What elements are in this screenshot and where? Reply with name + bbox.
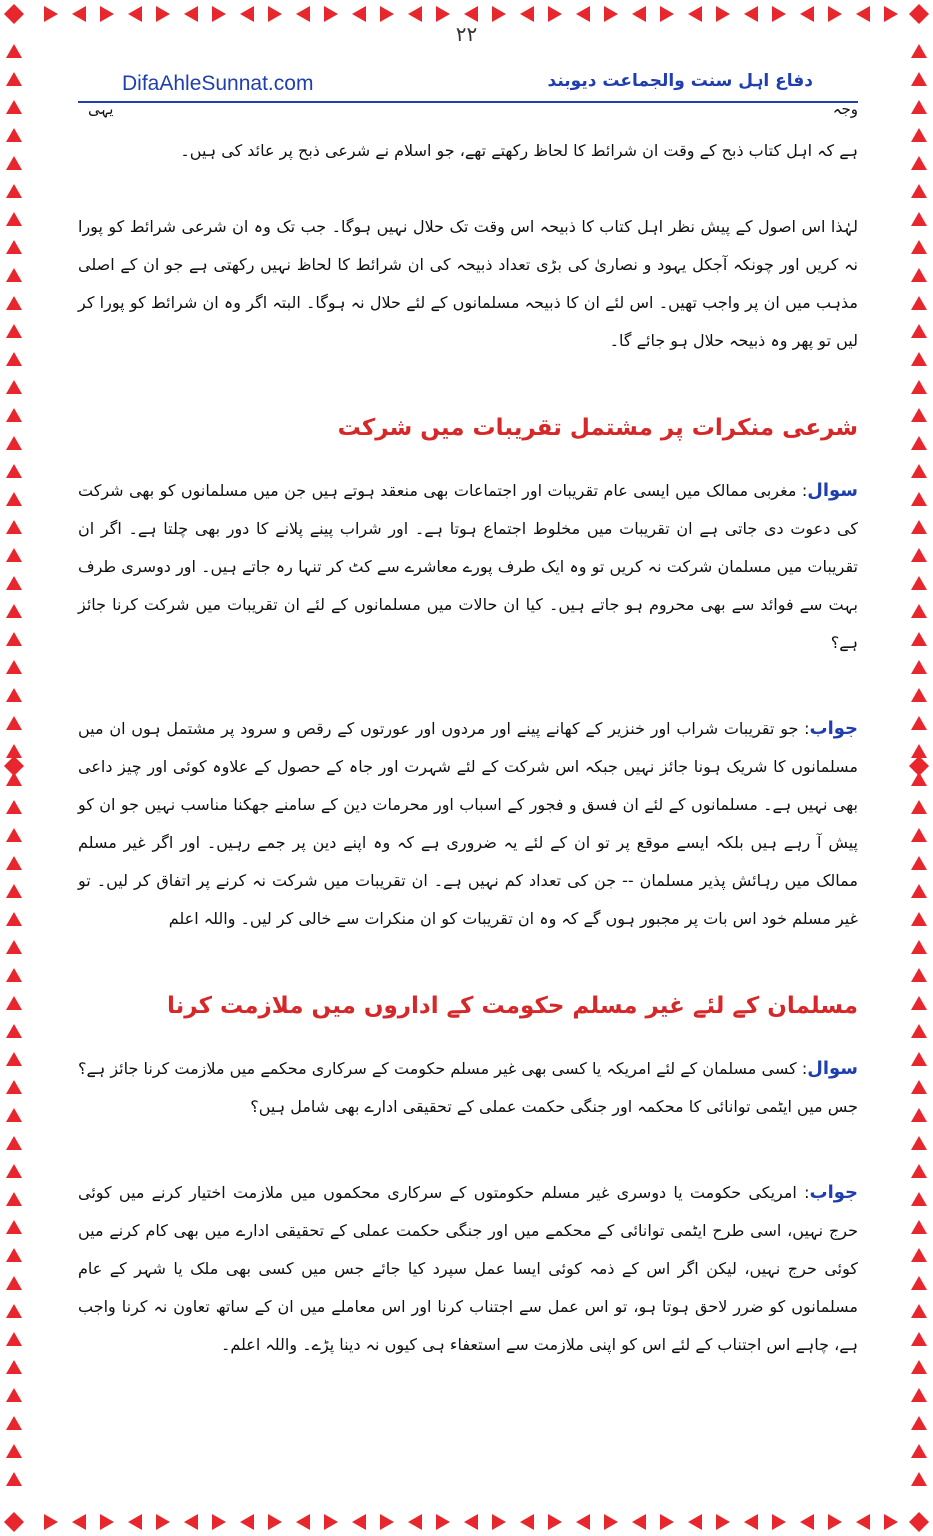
border-triangle-left xyxy=(6,1108,22,1122)
border-triangle-top xyxy=(324,6,338,22)
border-triangle-bottom xyxy=(688,1514,702,1530)
border-triangle-right xyxy=(911,1444,927,1458)
border-triangle-top xyxy=(464,6,478,22)
border-triangle-left xyxy=(6,632,22,646)
border-triangle-bottom xyxy=(296,1514,310,1530)
border-triangle-left xyxy=(6,660,22,674)
border-triangle-top xyxy=(72,6,86,22)
border-triangle-top xyxy=(632,6,646,22)
border-triangle-right xyxy=(911,856,927,870)
border-triangle-right xyxy=(911,1192,927,1206)
border-triangle-top xyxy=(520,6,534,22)
border-triangle-right xyxy=(911,100,927,114)
border-triangle-right xyxy=(911,72,927,86)
border-triangle-right xyxy=(911,716,927,730)
border-triangle-right xyxy=(911,380,927,394)
border-triangle-right xyxy=(911,464,927,478)
border-triangle-right xyxy=(911,940,927,954)
border-triangle-right xyxy=(911,1052,927,1066)
border-triangle-right xyxy=(911,296,927,310)
continuation-word-left: یہی xyxy=(88,100,114,118)
border-triangle-top xyxy=(548,6,562,22)
border-triangle-left xyxy=(6,996,22,1010)
border-triangle-bottom xyxy=(156,1514,170,1530)
border-triangle-left xyxy=(6,268,22,282)
question-block xyxy=(78,1050,858,1126)
border-triangle-bottom xyxy=(184,1514,198,1530)
paragraph-continuation: ہے کہ اہل کتاب ذبح کے وقت ان شرائط کا لحاظ رکھتے تھے، جو اسلام نے شرعی ذبح پر عائد کی ہیں۔ xyxy=(180,141,858,160)
answer-label: جواب xyxy=(809,718,858,739)
border-triangle-left xyxy=(6,912,22,926)
border-triangle-right xyxy=(911,408,927,422)
border-triangle-bottom xyxy=(464,1514,478,1530)
border-triangle-left xyxy=(6,352,22,366)
border-triangle-right xyxy=(911,828,927,842)
border-triangle-left xyxy=(6,1024,22,1038)
border-triangle-left xyxy=(6,1360,22,1374)
answer-text: : امریکی حکومت یا دوسری غیر مسلم حکومتوں کے سرکاری محکموں میں ملازمت اختیار کرنے میں کوئی حرج نہیں، اسی طرح ایٹمی توانائی کے محکمے میں اور جنگی حکمت عملی کے تحقیقی ادارے میں بھی کام کرنے میں کوئی حرج نہیں، لیکن اگر اس کے ذمہ کوئی ایسا عمل سپرد کیا جائے جس میں کسی بھی ملک یا شہر کے عام مسلمانوں کو ضرر لاحق ہوتا ہو، تو اس عمل سے اجتناب کرنا اور اس معاملے میں ان کے ساتھ تعاون نہ کرنا واجب ہے، چاہے اس اجتناب کے لئے اس کو اپنی ملازمت سے استعفاء ہی کیوں نہ دینا پڑے۔ واللہ اعلم۔ xyxy=(78,1183,858,1354)
border-triangle-right xyxy=(911,968,927,982)
border-triangle-left xyxy=(6,1472,22,1486)
border-corner-diamond xyxy=(4,4,24,24)
answer-text: : جو تقریبات شراب اور خنزیر کے کھانے پینے اور مردوں اور عورتوں کے رقص و سرود پر مشتمل ہوں ان میں مسلمانوں کا شریک ہونا جائز نہیں جبکہ اس شرکت کے لئے شہرت اور جاہ کے حصول کے علاوہ کوئی اور چیز داعی بھی نہیں ہے۔ مسلمانوں کے لئے ان فسق و فجور کے اسباب اور محرمات دین کے سامنے جھکنا مناسب نہیں جو ان کو پیش آ رہے ہیں بلکہ ایسے موقع پر تو ان کے لئے یہ ضروری ہے کہ وہ اپنے دین پر جمے رہیں۔ اور اگر غیر مسلم ممالک میں رہائش پذیر مسلمان -- جن کی تعداد کم نہیں ہے۔ ان تقریبات میں شرکت نہ کرنے پر اتفاق کر لیں۔ تو غیر مسلم خود اس بات پر مجبور ہوں گے کہ وہ ان تقریبات کو ان منکرات سے خالی کر لیں۔ واللہ اعلم xyxy=(78,719,858,928)
border-triangle-top xyxy=(212,6,226,22)
border-triangle-left xyxy=(6,324,22,338)
border-triangle-right xyxy=(911,912,927,926)
border-triangle-left xyxy=(6,1388,22,1402)
answer-block xyxy=(78,1174,858,1364)
border-triangle-left xyxy=(6,1444,22,1458)
border-triangle-bottom xyxy=(800,1514,814,1530)
border-triangle-left xyxy=(6,72,22,86)
border-side-diamond xyxy=(909,756,929,776)
border-triangle-top xyxy=(296,6,310,22)
paragraph-ruling: لہٰذا اس اصول کے پیش نظر اہل کتاب کا ذبیحہ اس وقت تک حلال نہیں ہوگا۔ جب تک وہ ان شرعی شرائط کو پورا نہ کریں اور چونکہ آجکل یہود و نصاریٰ کی بڑی تعداد ذبیحہ کی ان شرائط کا لحاظ نہیں رکھتی ہے جو ان کے اصلی مذہب میں ان پر واجب تھیں۔ اس لئے ان کا ذبیحہ مسلمانوں کے لئے حلال نہ ہوگا۔ البتہ اگر وہ ان شرائط کو پورا کر لیں تو پھر وہ ذبیحہ حلال ہو جائے گا۔ xyxy=(78,217,858,350)
border-triangle-right xyxy=(911,632,927,646)
border-triangle-right xyxy=(911,576,927,590)
border-triangle-right xyxy=(911,240,927,254)
border-triangle-bottom xyxy=(828,1514,842,1530)
border-triangle-left xyxy=(6,968,22,982)
border-triangle-bottom xyxy=(408,1514,422,1530)
border-triangle-bottom xyxy=(744,1514,758,1530)
border-triangle-bottom xyxy=(128,1514,142,1530)
border-triangle-right xyxy=(911,184,927,198)
answer-block xyxy=(78,710,858,938)
border-triangle-left xyxy=(6,1192,22,1206)
border-triangle-left xyxy=(6,44,22,58)
border-triangle-bottom xyxy=(380,1514,394,1530)
border-triangle-right xyxy=(911,1080,927,1094)
question-text: : مغربی ممالک میں ایسی عام تقریبات اور اجتماعات بھی منعقد ہوتے ہیں جن میں مسلمانوں کو بھی شرکت کی دعوت دی جاتی ہے ان تقریبات میں مخلوط اجتماع ہوتا ہے۔ اور شراب پینے پلانے کا دور بھی چلتا ہے۔ اگر ان تقریبات میں مسلمان شرکت نہ کریں تو وہ ایک طرف پورے معاشرے سے کٹ کر تنہا رہ جاتے ہیں۔ اور دوسری طرف بہت سے فوائد سے بھی محروم ہو جاتے ہیں۔ کیا ان حالات میں مسلمانوں کے لئے ان تقریبات میں شرکت کرنا جائز ہے؟ xyxy=(78,481,858,652)
border-triangle-right xyxy=(911,1388,927,1402)
border-triangle-left xyxy=(6,1416,22,1430)
section-heading-employment: مسلمان کے لئے غیر مسلم حکومت کے اداروں میں ملازمت کرنا xyxy=(167,993,858,1019)
border-triangle-bottom xyxy=(100,1514,114,1530)
border-triangle-right xyxy=(911,604,927,618)
border-triangle-right xyxy=(911,1164,927,1178)
border-triangle-left xyxy=(6,128,22,142)
question-label: سوال xyxy=(807,1058,858,1079)
border-triangle-bottom xyxy=(240,1514,254,1530)
border-triangle-top xyxy=(688,6,702,22)
border-triangle-right xyxy=(911,1276,927,1290)
border-triangle-right xyxy=(911,492,927,506)
border-triangle-left xyxy=(6,716,22,730)
site-url: DifaAhleSunnat.com xyxy=(122,72,314,95)
border-triangle-right xyxy=(911,352,927,366)
border-triangle-bottom xyxy=(884,1514,898,1530)
border-triangle-right xyxy=(911,44,927,58)
border-triangle-top xyxy=(408,6,422,22)
border-triangle-left xyxy=(6,744,22,758)
border-triangle-right xyxy=(911,156,927,170)
border-triangle-left xyxy=(6,1164,22,1178)
border-triangle-left xyxy=(6,100,22,114)
continuation-line xyxy=(78,96,858,120)
border-triangle-left xyxy=(6,380,22,394)
border-triangle-right xyxy=(911,212,927,226)
answer-label: جواب xyxy=(809,1182,858,1203)
border-triangle-right xyxy=(911,128,927,142)
question-label: سوال xyxy=(807,480,858,501)
border-triangle-bottom xyxy=(436,1514,450,1530)
page-body xyxy=(78,132,858,1364)
border-triangle-top xyxy=(240,6,254,22)
border-corner-diamond xyxy=(909,4,929,24)
border-triangle-top xyxy=(100,6,114,22)
page-number: ۲۲ xyxy=(455,22,478,46)
border-triangle-top xyxy=(576,6,590,22)
border-triangle-right xyxy=(911,1304,927,1318)
border-triangle-top xyxy=(884,6,898,22)
border-triangle-right xyxy=(911,996,927,1010)
border-triangle-right xyxy=(911,1472,927,1486)
border-triangle-left xyxy=(6,492,22,506)
border-triangle-top xyxy=(716,6,730,22)
border-triangle-right xyxy=(911,1332,927,1346)
border-triangle-bottom xyxy=(716,1514,730,1530)
border-triangle-right xyxy=(911,548,927,562)
border-triangle-top xyxy=(268,6,282,22)
border-side-diamond xyxy=(4,756,24,776)
border-triangle-right xyxy=(911,744,927,758)
border-triangle-right xyxy=(911,1220,927,1234)
border-triangle-left xyxy=(6,1136,22,1150)
border-triangle-left xyxy=(6,940,22,954)
border-triangle-left xyxy=(6,1304,22,1318)
border-triangle-bottom xyxy=(772,1514,786,1530)
border-triangle-left xyxy=(6,884,22,898)
border-triangle-bottom xyxy=(548,1514,562,1530)
border-triangle-top xyxy=(604,6,618,22)
border-triangle-left xyxy=(6,856,22,870)
continuation-word-right: وجہ xyxy=(832,100,858,118)
border-triangle-top xyxy=(744,6,758,22)
border-triangle-left xyxy=(6,520,22,534)
border-triangle-top xyxy=(772,6,786,22)
border-triangle-bottom xyxy=(268,1514,282,1530)
border-triangle-top xyxy=(184,6,198,22)
border-triangle-right xyxy=(911,1416,927,1430)
border-triangle-left xyxy=(6,240,22,254)
border-triangle-left xyxy=(6,464,22,478)
border-triangle-top xyxy=(44,6,58,22)
border-triangle-left xyxy=(6,156,22,170)
border-triangle-left xyxy=(6,576,22,590)
border-triangle-top xyxy=(352,6,366,22)
border-triangle-bottom xyxy=(492,1514,506,1530)
border-triangle-right xyxy=(911,1136,927,1150)
border-triangle-bottom xyxy=(324,1514,338,1530)
border-triangle-right xyxy=(911,268,927,282)
border-triangle-bottom xyxy=(520,1514,534,1530)
border-triangle-left xyxy=(6,800,22,814)
section-heading-gatherings: شرعی منکرات پر مشتمل تقریبات میں شرکت xyxy=(337,415,858,441)
border-triangle-bottom xyxy=(212,1514,226,1530)
border-triangle-top xyxy=(492,6,506,22)
border-triangle-top xyxy=(128,6,142,22)
border-triangle-left xyxy=(6,408,22,422)
border-triangle-bottom xyxy=(660,1514,674,1530)
border-triangle-right xyxy=(911,660,927,674)
border-triangle-bottom xyxy=(72,1514,86,1530)
border-triangle-right xyxy=(911,324,927,338)
border-triangle-left xyxy=(6,184,22,198)
border-triangle-top xyxy=(156,6,170,22)
border-triangle-left xyxy=(6,548,22,562)
border-triangle-top xyxy=(660,6,674,22)
border-triangle-right xyxy=(911,688,927,702)
border-triangle-bottom xyxy=(44,1514,58,1530)
border-triangle-left xyxy=(6,688,22,702)
border-triangle-top xyxy=(800,6,814,22)
border-triangle-left xyxy=(6,296,22,310)
question-text: : کسی مسلمان کے لئے امریکہ یا کسی بھی غیر مسلم حکومت کے سرکاری محکمے میں ملازمت کرنا جائز ہے؟ جس میں ایٹمی توانائی کا محکمہ اور جنگی حکمت عملی کے تحقیقی ادارے بھی شامل ہیں؟ xyxy=(78,1059,858,1116)
border-triangle-right xyxy=(911,884,927,898)
book-title: دفاع اہل سنت والجماعت دیوبند xyxy=(547,71,813,91)
border-triangle-bottom xyxy=(576,1514,590,1530)
border-triangle-left xyxy=(6,436,22,450)
border-triangle-left xyxy=(6,1220,22,1234)
border-corner-diamond xyxy=(909,1512,929,1532)
border-triangle-top xyxy=(856,6,870,22)
border-triangle-right xyxy=(911,520,927,534)
border-triangle-left xyxy=(6,212,22,226)
border-triangle-right xyxy=(911,800,927,814)
border-triangle-left xyxy=(6,1276,22,1290)
border-triangle-top xyxy=(380,6,394,22)
border-triangle-bottom xyxy=(604,1514,618,1530)
border-triangle-right xyxy=(911,436,927,450)
border-triangle-left xyxy=(6,1332,22,1346)
question-block xyxy=(78,472,858,662)
border-triangle-top xyxy=(436,6,450,22)
border-triangle-right xyxy=(911,1108,927,1122)
border-triangle-top xyxy=(828,6,842,22)
border-triangle-right xyxy=(911,1248,927,1262)
border-triangle-left xyxy=(6,828,22,842)
border-triangle-bottom xyxy=(632,1514,646,1530)
border-triangle-left xyxy=(6,1080,22,1094)
border-triangle-left xyxy=(6,1052,22,1066)
border-corner-diamond xyxy=(4,1512,24,1532)
border-triangle-bottom xyxy=(352,1514,366,1530)
border-triangle-left xyxy=(6,1248,22,1262)
border-triangle-right xyxy=(911,1360,927,1374)
border-triangle-right xyxy=(911,1024,927,1038)
border-triangle-bottom xyxy=(856,1514,870,1530)
border-triangle-left xyxy=(6,604,22,618)
